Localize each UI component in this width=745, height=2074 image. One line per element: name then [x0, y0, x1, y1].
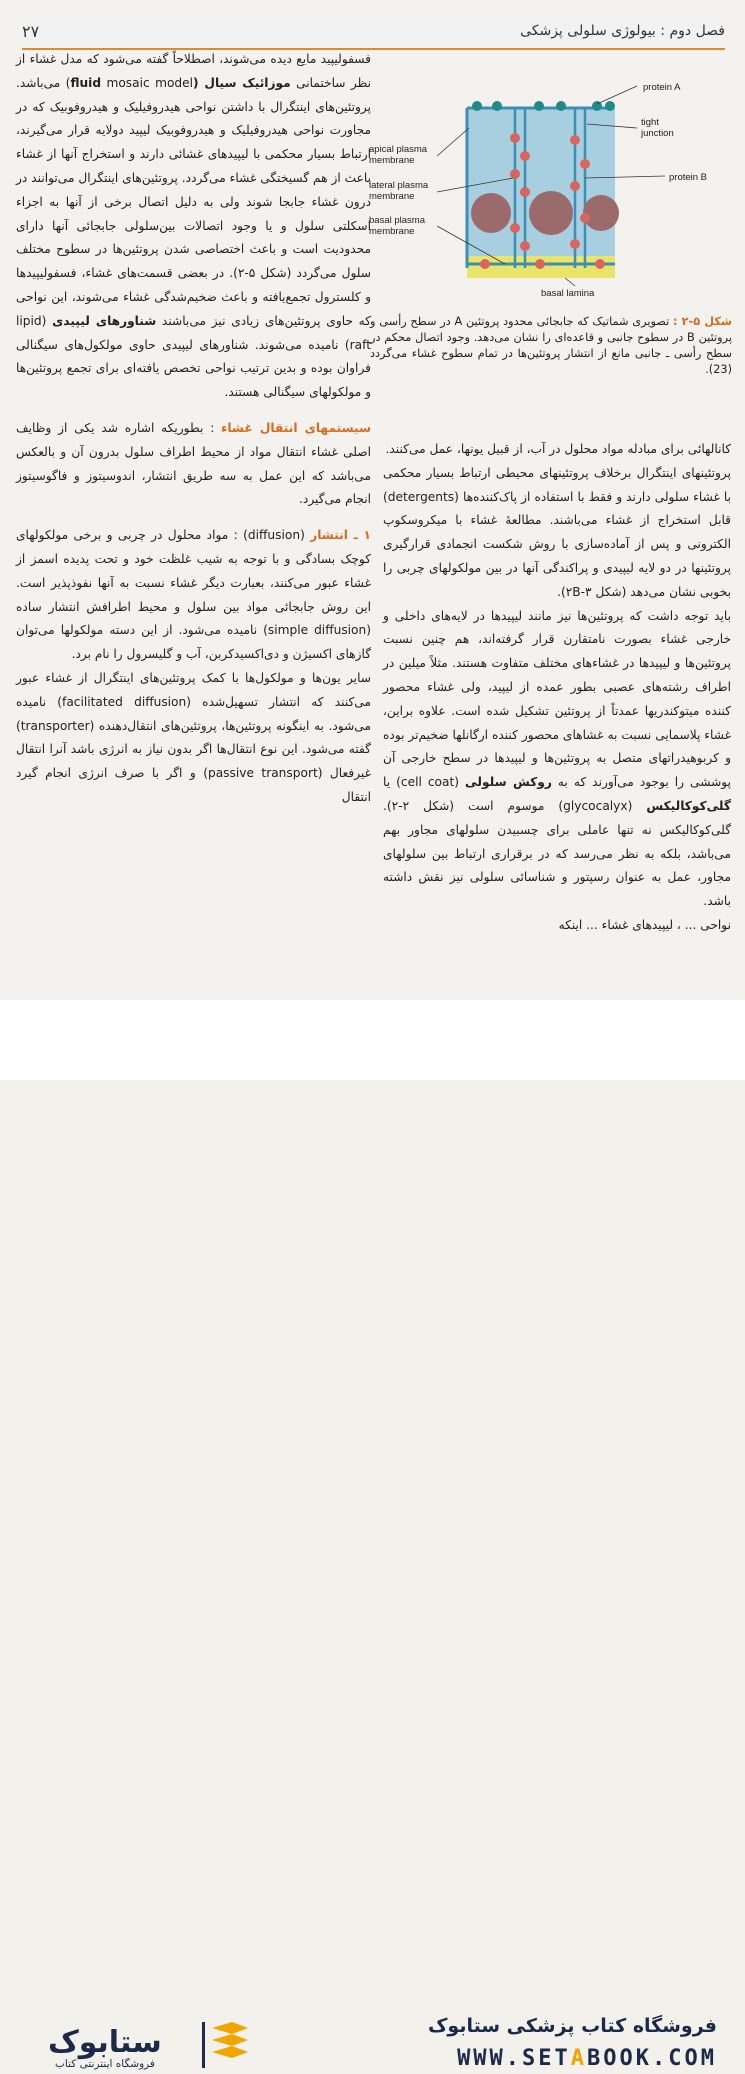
- left-column: [16, 48, 371, 810]
- paragraph-membrane-mosaic: فسفولیپید مایع دیده می‌شوند، اصطلاحاً گفته می‌شود که مدل غشاء از نظر ساختمانی موزائیک سیال (fluid mosaic model) می‌باشد. پروتئین‌های اینتگرال با داشتن نواحی هیدروفیلیک و هیدروفوبیک که در مجاورت نواحی هیدروفیلیک و هیدروفوبیک لیپید دولایه قرار می‌گیرند، ارتباط بسیار محکمی با لیپیدهای غشائی دارند و استخراج آنها از غشاء باعث از هم گسیختگی غشاء می‌گردد. پروتئین‌های اینتگرال می‌توانند در درون غشاء جابجا شوند ولی به دلیل اتصال برخی از آنها به اجزاء اسکلتی سلول و یا وجود اتصالات بین‌سلولی جابجائی آنها دارای محدودیت است و باعث اختصاصی شدن پروتئین‌ها در سطوح مختلف سلول می‌گردد (شکل ۵-۲). در بعضی قسمت‌های غشاء، فسفولیپیدها و کلسترول تجمع‌یافته و باعث ضخیم‌شدگی غشاء می‌شوند، این نواحی که حاوی پروتئین‌های زیادی نیز می‌باشند شناورهای لیپیدی (lipid raft) نامیده می‌شوند. شناورهای لیپیدی حاوی مولکول‌های سیگنالی فراوان بوده و بدین ترتیب نواحی تخصص یافته‌ای برای تجمع پروتئین‌ها و مولکولهای سیگنالی هستند.: [16, 52, 372, 400]
- term-cell-coat: روکش سلولی: [465, 775, 552, 790]
- paragraph-channels: کانالهائی برای مبادله مواد محلول در آب، از قبیل یونها، عمل می‌کنند.: [385, 442, 731, 456]
- label-apical-membrane: apical plasma membrane: [369, 144, 428, 166]
- label-protein-a: protein A: [643, 82, 681, 93]
- figure-nucleus: [583, 195, 619, 231]
- right-column: [383, 438, 731, 938]
- label-basal-lamina: basal lamina: [541, 288, 595, 299]
- label-tight-junction: tight junction: [641, 117, 674, 139]
- figure-caption: شکل ۵-۲ : تصویری شماتیک که جابجائی محدود پروتئین A در سطح رأسی و پروتئین B در سطوح جانبی و قاعده‌ای را نشان می‌دهد. وجود اتصال محکم در سطح رأسی ـ جانبی مانع از انتشار پروتئین‌ها در تمام سطوح غشاء می‌گردد (23).: [370, 315, 733, 376]
- term-glycocalyx: گلی‌کوکالیکس: [646, 798, 731, 813]
- paragraph-cutoff: نواحی ... ، لیپیدهای غشاء ... اینکه: [558, 917, 731, 932]
- paragraph-asymmetry: باید توجه داشت که پروتئین‌ها نیز مانند لیپیدها در لایه‌های داخلی و خارجی غشاء بصورت نامتقارن قرار گرفته‌اند، هم چنین نسبت پروتئین‌ها و لیپیدها در غشاءهای مختلف متفاوت هستند. مثلاً میلین در اطراف رشته‌های عصبی بطور عمده از لیپید، ولی غشاء محصور کننده میتوکندریها عمدتاً از پروتئین تشکیل شده است. علاوه براین، غشاء پلاسمایی نسبت به غشاهای محصور کننده ارگانلها ضخیم‌تر بوده و کربوهیدراتهای متصل به پروتئین‌ها و لیپیدها در سطح خارجی آن پوششی را بوجود می‌آورند که به روکش سلولی (cell coat) یا گلی‌کوکالیکس (glycocalyx) موسوم است (شکل ۲-۲). گلی‌کوکالیکس نه تنها عاملی برای چسبیدن سلولهای مجاور بهم می‌باشد، بلکه به نظر می‌رسد که در برقراری ارتباط بین سلولهای مجاور، عمل به عنوان رسپتور و شناسائی سلولی نیز نقش داشته باشد.: [383, 608, 731, 909]
- store-footer: [0, 1000, 745, 2071]
- paragraph-facilitated: سایر یون‌ها و مولکول‌ها با کمک پروتئین‌های اینتگرال از غشاء عبور می‌کنند که انتشار تسهیل‌شده (facilitated diffusion) نامیده می‌شود. به اینگونه پروتئین‌ها، پروتئین‌های انتقال‌دهنده (transporter) گفته می‌شود. این نوع انتقال‌ها اگر بدون نیاز به انرژی باشد آنرا انتقال غیرفعال (passive transport) و اگر با صرف انرژی انجام گیرد انتقال: [16, 670, 371, 804]
- figure-nucleus: [529, 191, 573, 235]
- paragraph-transport-systems: سیستمهای انتقال غشاء : بطوریکه اشاره شد یکی از وظایف اصلی غشاء انتقال مواد از محیط اطراف سلول بدرون آن و بالعکس می‌باشد که این عمل به سه طریق انتشار، اندوسیتوز و فاگوسیتوز انجام می‌گیرد.: [16, 420, 371, 507]
- heading-diffusion: ۱ ـ انتشار: [310, 528, 371, 543]
- label-lateral-membrane: lateral plasma membrane: [369, 180, 429, 202]
- figure-membrane-diagram: [365, 68, 737, 308]
- store-name: فروشگاه کتاب پزشکی ستابوک: [427, 2015, 717, 2037]
- paragraph-diffusion: ۱ ـ انتشار (diffusion) : مواد محلول در چربی و برخی مولکولهای کوچک بسادگی و با توجه به شیب غلظت خود و تحت پدیده اسمز از غشاء عبور می‌کنند، بعبارت دیگر غشاء نسبت به آنها نفوذپذیر است. این روش جابجائی مواد بین سلول و محیط اطرافش انتشار ساده (simple diffusion) نامیده می‌شود. از این دسته مولکولها می‌توان گازهای اکسیژن و دی‌اکسیدکربن، آب و گلیسرول را نام برد.: [16, 528, 371, 662]
- label-protein-b: protein B: [669, 172, 708, 183]
- logo-subtext: فروشگاه اینترنتی کتاب: [55, 2058, 155, 2070]
- page-number: ۲۷: [22, 21, 40, 41]
- caption-label: شکل ۵-۲ :: [673, 315, 733, 328]
- page-header: [22, 14, 725, 50]
- store-website[interactable]: WWW.SETABOOK.COM: [457, 2046, 717, 2071]
- paragraph-integral-proteins: پروتئینهای اینتگرال برخلاف پروتئینهای محیطی ارتباط بسیار محکمی با غشاء سلولی دارند و فقط با استفاده از پاک‌کننده‌ها (detergents) قابل استخراج از غشاء می‌باشند. مطالعهٔ غشاء با میکروسکوپ الکترونی و پس از آماده‌سازی با روش شکست انجمادی قرارگیری پروتئینها در دو لایه لیپیدی و پراکندگی آنها در بین مولکولهای چربی را بخوبی نشان می‌دهد (شکل ۲B-۳).: [383, 465, 731, 599]
- section-heading-transport: سیستمهای انتقال غشاء: [221, 420, 371, 435]
- chapter-title: فصل دوم : بیولوژی سلولی پزشکی: [520, 23, 725, 39]
- logo-wordmark: ستابوک: [48, 2025, 162, 2060]
- label-basal-membrane: basal plasma membrane: [369, 215, 425, 237]
- figure-nucleus: [471, 193, 511, 233]
- term-lipid-raft: شناورهای لیپیدی: [52, 313, 157, 328]
- term-fluid-mosaic: موزائیک سیال (fluid: [70, 75, 291, 90]
- figure-cytoplasm: [467, 108, 615, 278]
- book-page: [0, 0, 745, 1000]
